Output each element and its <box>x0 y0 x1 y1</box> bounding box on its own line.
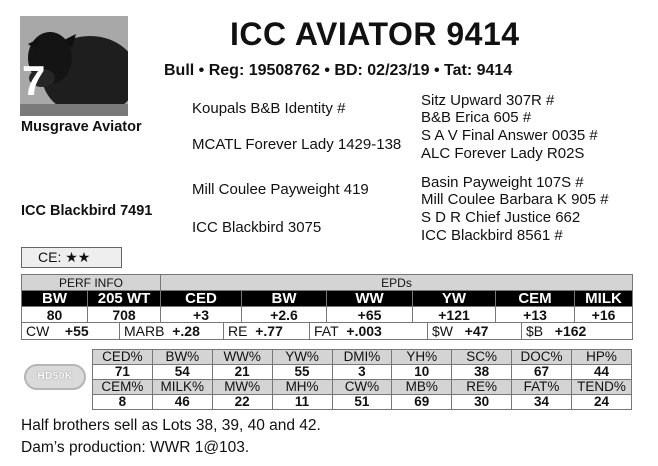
epd-col-header: CEM <box>496 291 575 307</box>
index-cell-w <box>428 323 522 340</box>
grandparent: B&B Erica 605 # <box>421 109 532 126</box>
pct-label: YH% <box>392 350 452 365</box>
perf-value: 80 <box>22 307 88 323</box>
pct-label: BW% <box>152 350 212 365</box>
index-value: +55 <box>64 323 89 339</box>
pct-label: DOC% <box>512 350 572 365</box>
sire-name: Musgrave Aviator <box>21 119 142 135</box>
sire-sire: Koupals B&B Identity # <box>192 100 346 117</box>
index-cell-cw <box>22 323 120 340</box>
pct-label: TEND% <box>572 380 632 395</box>
sire-dam: MCATL Forever Lady 1429-138 <box>192 136 402 153</box>
pct-value: 24 <box>572 395 632 410</box>
index-cell-re <box>224 323 310 340</box>
perf-value: 708 <box>88 307 161 323</box>
epd-col-header: CED <box>161 291 242 307</box>
pct-label: SC% <box>452 350 512 365</box>
index-value: +.28 <box>172 323 200 339</box>
index-label: $W <box>432 323 453 339</box>
index-value: +.003 <box>346 323 382 339</box>
lot-note-half-brothers: Half brothers sell as Lots 38, 39, 40 and 42. <box>21 417 321 434</box>
pct-label: DMI% <box>332 350 392 365</box>
pct-value: 21 <box>212 365 272 380</box>
index-label: CW <box>26 323 50 339</box>
pct-label: MILK% <box>152 380 212 395</box>
pct-value: 71 <box>93 365 153 380</box>
pct-value: 11 <box>272 395 332 410</box>
pct-label: RE% <box>452 380 512 395</box>
pct-value: 55 <box>272 365 332 380</box>
grandparent: S D R Chief Justice 662 <box>421 209 581 226</box>
index-label: RE <box>228 323 248 339</box>
percentile-label-row <box>93 380 632 395</box>
registration-line: Bull • Reg: 19508762 • BD: 02/23/19 • Tat: 9414 <box>164 62 513 79</box>
index-table <box>21 322 633 340</box>
perf-col-header: 205 WT <box>88 291 161 307</box>
pct-value: 34 <box>512 395 572 410</box>
grandparent: Mill Coulee Barbara K 905 # <box>421 191 609 208</box>
pct-value: 10 <box>392 365 452 380</box>
pct-value: 67 <box>512 365 572 380</box>
grandparent: S A V Final Answer 0035 # <box>421 127 598 144</box>
epd-value: +2.6 <box>242 307 327 323</box>
grandparent: Basin Payweight 107S # <box>421 174 584 191</box>
pct-label: WW% <box>212 350 272 365</box>
epd-value: +16 <box>575 307 633 323</box>
epd-value: +3 <box>161 307 242 323</box>
index-label: FAT <box>314 323 339 339</box>
percentile-table <box>92 349 632 410</box>
index-cell-marb <box>120 323 224 340</box>
index-cell-fat <box>310 323 428 340</box>
epd-values-row <box>22 307 633 323</box>
epd-col-header: YW <box>413 291 496 307</box>
epd-col-header: WW <box>327 291 413 307</box>
dam-sire: Mill Coulee Payweight 419 <box>192 181 369 198</box>
epd-table <box>21 274 633 323</box>
index-value: +.77 <box>255 323 283 339</box>
epd-section-header-row <box>22 275 633 291</box>
grandparent: Sitz Upward 307R # <box>421 92 555 109</box>
lot-number: 7 <box>22 57 46 104</box>
pct-value: 38 <box>452 365 512 380</box>
lot-note-dam-production: Dam’s production: WWR 1@103. <box>21 439 250 456</box>
index-value: +47 <box>464 323 489 339</box>
perf-info-header: PERF INFO <box>22 275 161 291</box>
index-row <box>22 323 633 340</box>
perf-col-header: BW <box>22 291 88 307</box>
pct-label: YW% <box>272 350 332 365</box>
pct-value: 54 <box>152 365 212 380</box>
pct-label: CW% <box>332 380 392 395</box>
index-value: +162 <box>554 323 587 339</box>
epd-value: +65 <box>327 307 413 323</box>
pct-label: MH% <box>272 380 332 395</box>
epd-column-header-row <box>22 291 633 307</box>
pct-label: FAT% <box>512 380 572 395</box>
pct-value: 30 <box>452 395 512 410</box>
pct-value: 69 <box>392 395 452 410</box>
percentile-label-row <box>93 350 632 365</box>
pct-value: 46 <box>152 395 212 410</box>
index-label: MARB <box>124 323 165 339</box>
pct-value: 3 <box>332 365 392 380</box>
calving-ease-box: CE: ★★ <box>21 247 122 268</box>
dam-dam: ICC Blackbird 3075 <box>192 219 322 236</box>
dam-name: ICC Blackbird 7491 <box>21 203 153 219</box>
pct-label: MW% <box>212 380 272 395</box>
index-label: $B <box>526 323 544 339</box>
pct-label: MB% <box>392 380 452 395</box>
pct-label: CED% <box>93 350 153 365</box>
grandparent: ALC Forever Lady R02S <box>421 145 585 162</box>
percentile-value-row <box>93 365 632 380</box>
pct-label: CEM% <box>93 380 153 395</box>
pct-value: 51 <box>332 395 392 410</box>
epd-col-header: BW <box>242 291 327 307</box>
percentile-value-row <box>93 395 632 410</box>
pct-value: 22 <box>212 395 272 410</box>
pct-value: 8 <box>93 395 153 410</box>
animal-name-title: ICC AVIATOR 9414 <box>230 16 520 52</box>
hd50k-badge-logo: HD50K <box>24 364 86 390</box>
grandparent: ICC Blackbird 8561 # <box>421 227 563 244</box>
epd-col-header: MILK <box>575 291 633 307</box>
pct-value: 44 <box>572 365 632 380</box>
pct-label: HP% <box>572 350 632 365</box>
epd-value: +13 <box>496 307 575 323</box>
epds-header: EPDs <box>161 275 633 291</box>
index-cell-b <box>522 323 633 340</box>
epd-value: +121 <box>413 307 496 323</box>
